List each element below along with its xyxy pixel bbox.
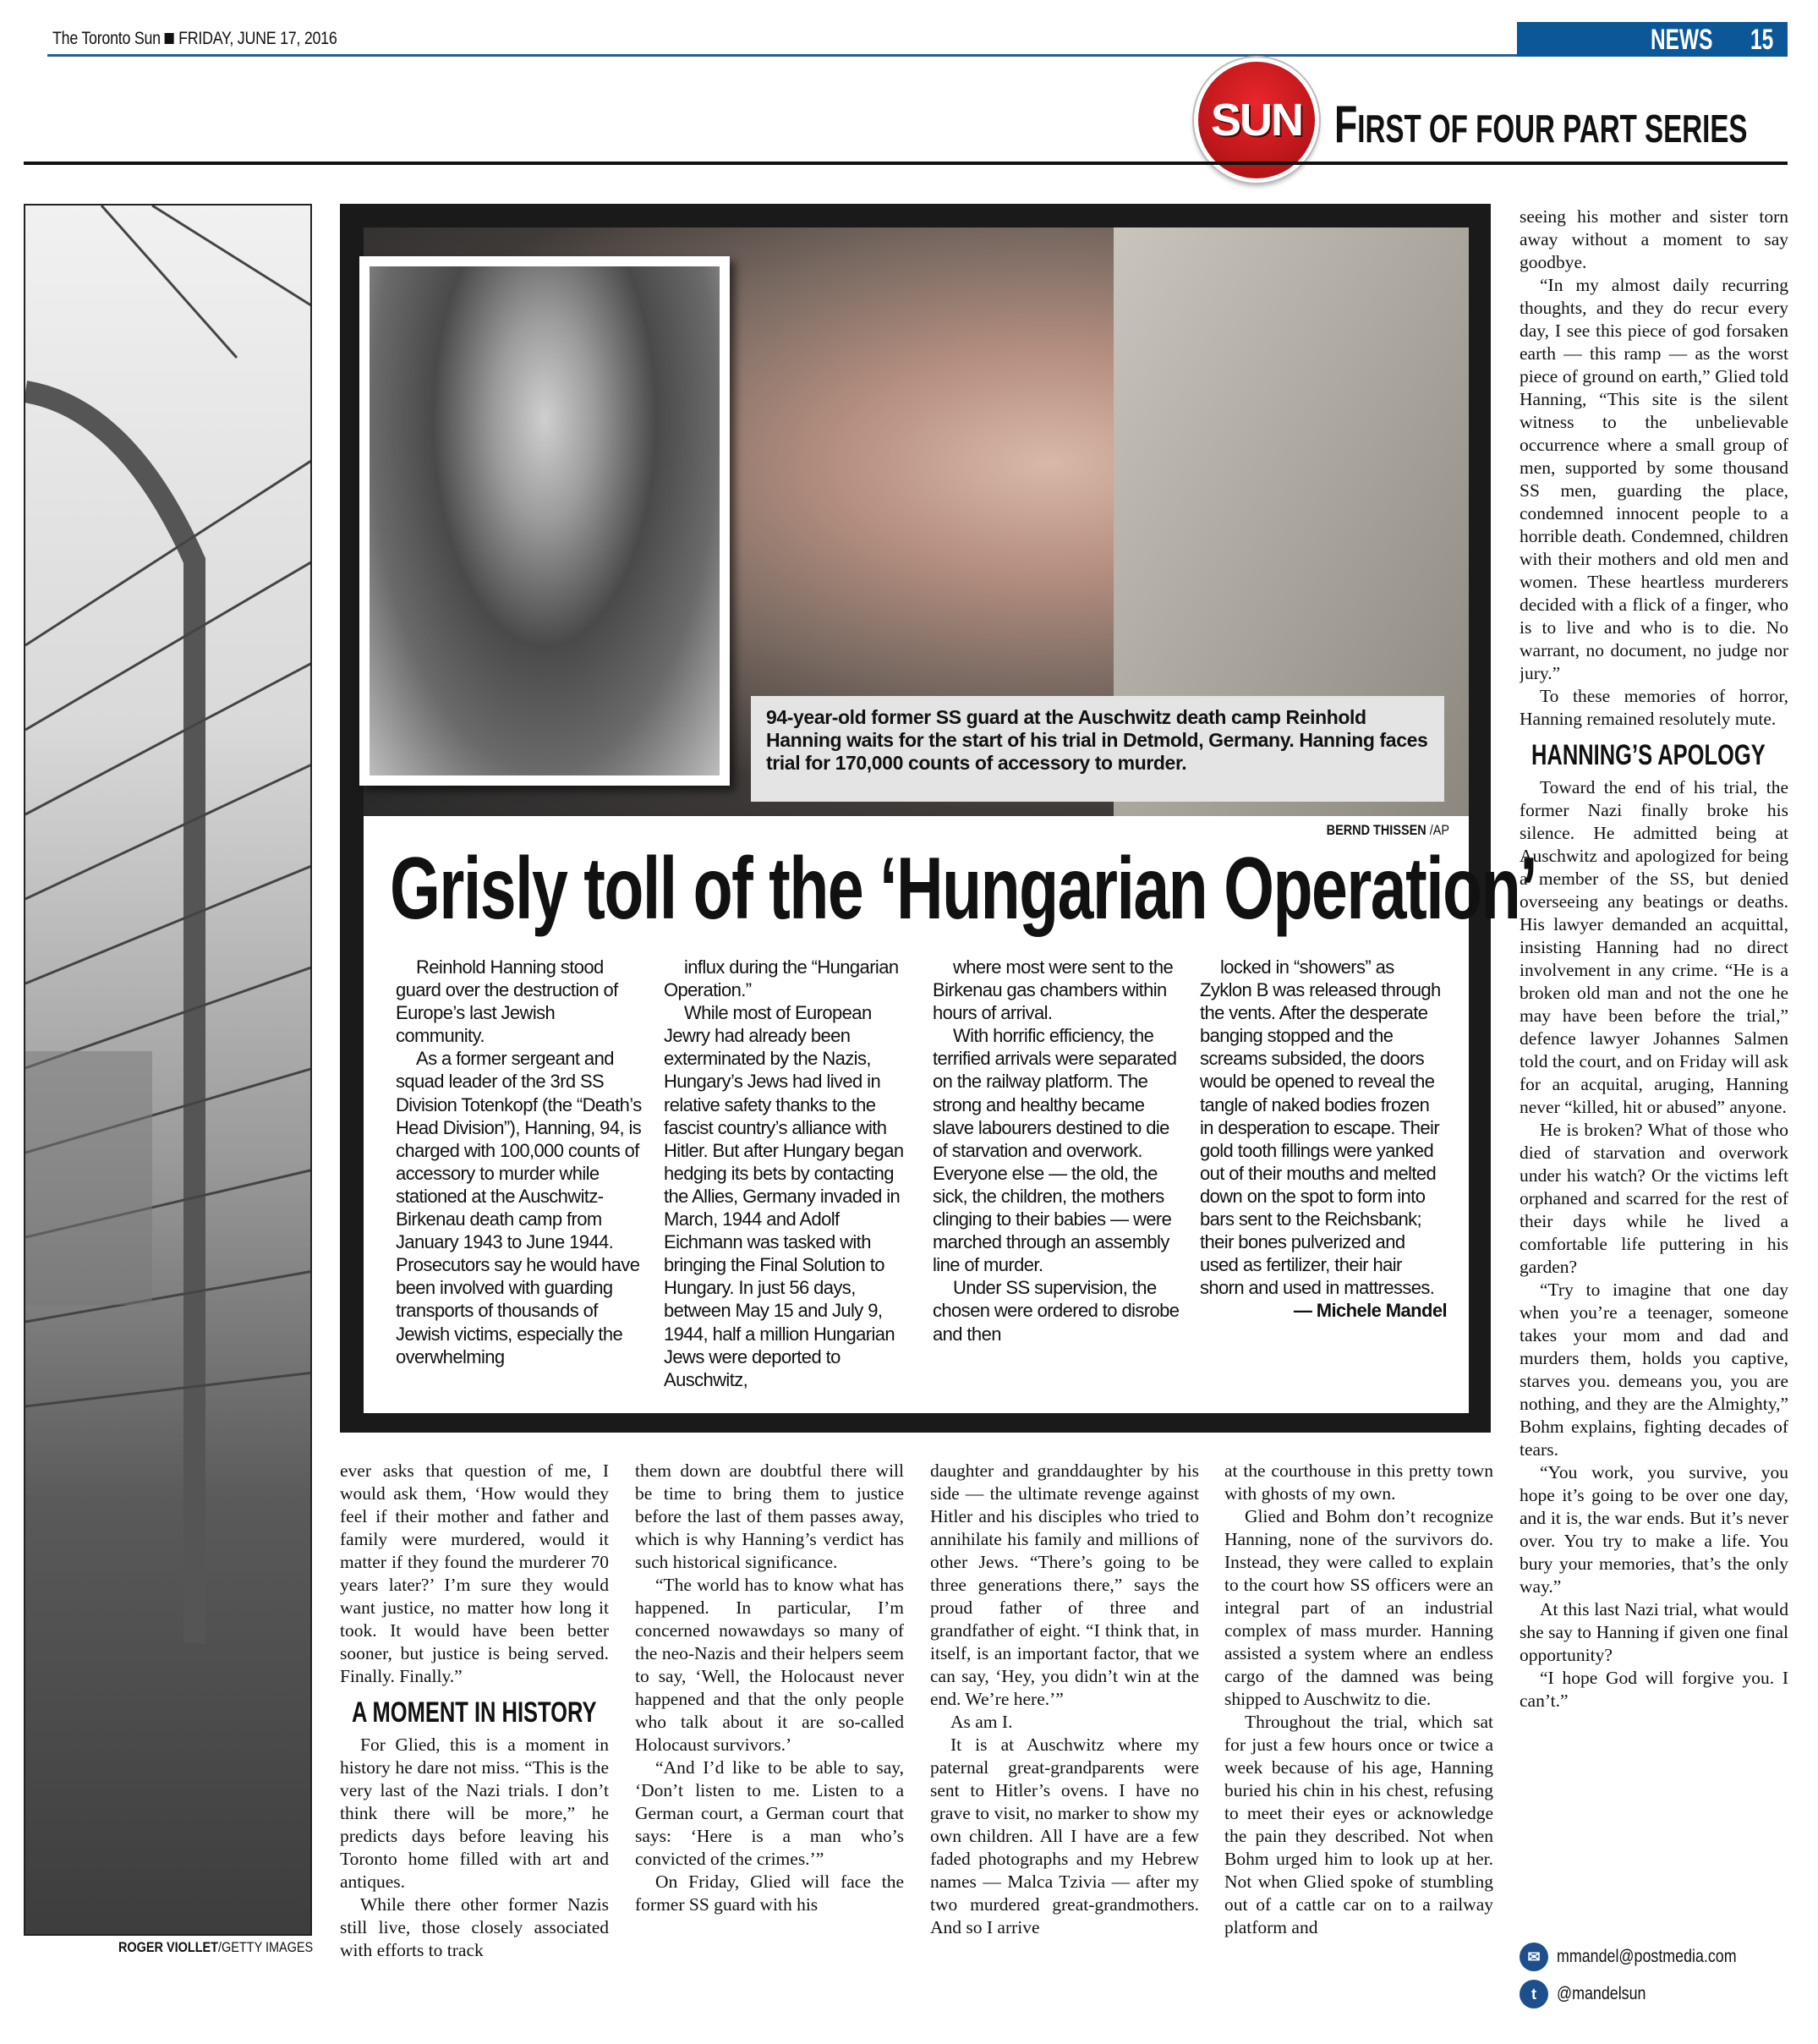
feature-column [664, 956, 911, 1391]
page-number: 15 [1750, 24, 1774, 56]
paragraph: influx during the “Hungarian Operation.” [664, 956, 899, 1001]
header-rule [47, 54, 1519, 57]
paragraph: At this last Nazi trial, what would she say to Hanning if given one final opportunity? [1520, 1599, 1788, 1665]
paragraph: Glied and Bohm don’t recognize Hanning, none of the survivors do. Instead, they were called to explain to the court how SS officers were an integral part of an industrial complex of mass murder. Hanning assisted a system where an endless cargo of the damned was being shipped to Auschwitz to die. [1224, 1506, 1493, 1709]
feature-headline: Grisly toll of the ‘Hungarian Operation’ [390, 840, 1537, 938]
paragraph: “In my almost daily recurring thoughts, and they do recur every day, I see this piece of god forsaken earth — this ramp — as the worst piece of ground on earth,” Glied told Hanning, “This site is the silent witness to the unbelievable occurrence where a small group of men, supported by some thousand SS men, guarding the place, condemned innocent people to a horrible death. Condemned, children with their mothers and old men and women. These heartless murderers decided with a flick of a finger, who is to live and who is to die. No warrant, no document, no judge nor jury.” [1520, 275, 1788, 683]
paragraph: “Try to imagine that one day when you’re a teenager, someone takes your mom and dad and murders them, holds you captive, starves you. demeans you, you are nothing, and they are the Almighty,” Bohm explains, fighting decades of tears. [1520, 1280, 1788, 1460]
section-tab [1517, 22, 1788, 57]
photo-caption: 94-year-old former SS guard at the Auschwitz death camp Reinhold Hanning waits for the start of his trial in Detmold, Germany. Hanning faces trial for 170,000 counts of accessory to murder. [751, 696, 1444, 802]
paragraph: where most were sent to the Birkenau gas chambers within hours of arrival. [933, 956, 1174, 1024]
paragraph: them down are doubtful there will be time to bring them to justice before the last of them passes away, which is why Hanning’s verdict has such historical significance. [635, 1460, 904, 1572]
paragraph: While there other former Nazis still live, those closely associated with efforts to track [340, 1894, 609, 1960]
feature-column [1200, 956, 1447, 1323]
paragraph: Under SS supervision, the chosen were ordered to disrobe and then [933, 1277, 1180, 1345]
article-column [340, 1460, 609, 2009]
paragraph: ever asks that question of me, I would ask them, ‘How would they feel if their mother and father and family were murdered, would it matter if they found the murderer 70 years later?’ I’m sure they would want justice, no matter how long it took. It would have been better sooner, but justice is being served. Finally. Finally.” [340, 1460, 609, 1686]
barbed-wire-illustration [25, 205, 312, 1936]
article-column [1224, 1460, 1493, 2009]
series-title: FIRST OF FOUR PART SERIES [1334, 96, 1748, 154]
ss-uniform-portrait-photo [359, 256, 730, 786]
paragraph: For Glied, this is a moment in history he dare not miss. “This is the very last of the Nazi trials. I don’t think there will be more,” he predicts days before leaving his Toronto home filled with art and antiques. [340, 1734, 609, 1892]
paragraph: “The world has to know what has happened. In particular, I’m concerned nowawdays so many of the neo-Nazis and their helpers seem to say, ‘Well, the Holocaust never happened and that the only people who talk about it are so-called Holocaust survivors.’ [635, 1575, 904, 1755]
paragraph: “You work, you survive, you hope it’s going to be over one day, and it is, the war ends. But it’s never over. You try to make a life. You bury your memories, that’s the only way.” [1520, 1462, 1788, 1597]
sun-logo-text: SUN [1210, 95, 1302, 145]
paragraph: With horrific efficiency, the terrified arrivals were separated on the railway platform. The strong and healthy became slave labourers destined to die of starvation and overwork. Everyone else — the old, the sick, the children, the mothers clinging to their babies — were marched through an assembly line of murder. [933, 1025, 1177, 1276]
subheading: A MOMENT IN HISTORY [352, 1696, 597, 1729]
subheading: HANNING’S APOLOGY [1531, 739, 1766, 771]
section-rule [24, 162, 1788, 165]
paragraph: It is at Auschwitz where my paternal great-grandparents were sent to Hitler’s ovens. I have no grave to visit, no marker to show my own children. All I have are a few faded photographs and my Hebrew names — Malca Tzivia — after my two murdered great-grandmothers. And so I arrive [930, 1734, 1199, 1937]
photo-credit: BERND THISSEN /AP [1326, 822, 1449, 838]
paragraph: He is broken? What of those who died of starvation and overwork under his watch? Or the victims left orphaned and scarred for the rest of their days while he lived a comfortable life puttering in his garden? [1520, 1120, 1788, 1277]
twitter-icon: t [1520, 1980, 1548, 2008]
contact-twitter[interactable] [1520, 1977, 1768, 2011]
article-column-right [1520, 205, 1788, 1931]
article-column [930, 1460, 1199, 2009]
article-column [635, 1460, 904, 2009]
email-address[interactable]: mmandel@postmedia.com [1557, 1947, 1737, 1966]
paragraph: Throughout the trial, which sat for just a few hours once or twice a week because of his age, Hanning buried his chin in his chest, refusing to meet their eyes or acknowledge the pain they described. Not when Bohm urged him to look up at her. Not when Glied spoke of stumbling out of a cattle car on to a railway platform and [1224, 1712, 1493, 1937]
paragraph: locked in “showers” as Zyklon B was released through the vents. After the desperate banging stopped and the screams subsided, the doors would be opened to reveal the tangle of naked bodies frozen in desperation to escape. Their gold tooth fillings were yanked out of their mouths and melted down on the spot to form into bars sent to the Reichsbank; their bones pulverized and used as fertilizer, their hair shorn and used in mattresses. [1200, 956, 1441, 1299]
paragraph: seeing his mother and sister torn away without a moment to say goodbye. [1520, 206, 1788, 272]
paragraph: Reinhold Hanning stood guard over the destruction of Europe’s last Jewish community. [396, 956, 618, 1047]
masthead-dateline [52, 29, 337, 49]
paragraph: While most of European Jewry had already been exterminated by the Nazis, Hungary’s Jews had lived in relative safety thanks to the fascist country’s alliance with Hitler. But after Hungary began hedging its bets by contacting the Allies, Germany invaded in March, 1944 and Adolf Eichmann was tasked with bringing the Final Solution to Hungary. In just 56 days, between May 15 and July 9, 1944, half a million Hungarian Jews were deported to Auschwitz, [664, 1002, 904, 1390]
email-icon: ✉ [1520, 1943, 1548, 1971]
feature-column [396, 956, 643, 1368]
paragraph: daughter and granddaughter by his side — the ultimate revenge against Hitler and his disciples who tried to annihilate his family and millions of other Jews. “There’s going to be three generations there,” says the proud father of three and grandfather of eight. “I think that, in itself, is an important factor, that we can say, ‘Hey, you didn’t win at the end. We’re here.’” [930, 1460, 1199, 1709]
photo-credit-left: ROGER VIOLLET/GETTY IMAGES [118, 1939, 314, 1955]
paragraph: “And I’d like to be able to say, ‘Don’t listen to me. Listen to a German court, a German court that says: ‘Here is a man who’s convicted of the crimes.’” [635, 1757, 904, 1869]
paragraph: Toward the end of his trial, the former Nazi finally broke his silence. He admitted being at Auschwitz and apologized for being a member of the SS, but denied overseeing any beatings or deaths. His lawyer demanded an acquittal, insisting Hanning had no direct involvement in any crime. “He is a broken old man and not the one he may have been before the trial,” defence lawyer Johannes Salmen told the court, and on Friday will ask for an acquital, aruging, Hanning never “killed, hit or abused” anyone. [1520, 777, 1788, 1117]
paper-name: The Toronto Sun [52, 29, 161, 48]
section-name: NEWS [1651, 24, 1713, 56]
issue-date: FRIDAY, JUNE 17, 2016 [178, 29, 337, 48]
paragraph: On Friday, Glied will face the former SS guard with his [635, 1871, 904, 1915]
feature-column [933, 956, 1180, 1345]
byline-signature: — Michele Mandel [1293, 1300, 1447, 1322]
paragraph: “I hope God will forgive you. I can’t.” [1520, 1668, 1788, 1711]
author-contacts [1520, 1940, 1768, 2014]
twitter-handle[interactable]: @mandelsun [1557, 1984, 1646, 2003]
contact-email[interactable] [1520, 1940, 1768, 1974]
paragraph: As am I. [950, 1712, 1013, 1732]
barbed-wire-fence-photo [24, 204, 312, 1936]
paragraph: To these memories of horror, Hanning remained resolutely mute. [1520, 686, 1788, 729]
paragraph: at the courthouse in this pretty town with ghosts of my own. [1224, 1460, 1493, 1504]
paragraph: As a former sergeant and squad leader of the 3rd SS Division Totenkopf (the “Death’s Head Division”), Hanning, 94, is charged with 100,000 counts of accessory to murder while stationed at the Auschwitz-Birkenau death camp from January 1943 to June 1944. Prosecutors say he would have been involved with guarding transports of thousands of Jewish victims, especially the overwhelming [396, 1048, 642, 1367]
separator-square [165, 33, 174, 44]
